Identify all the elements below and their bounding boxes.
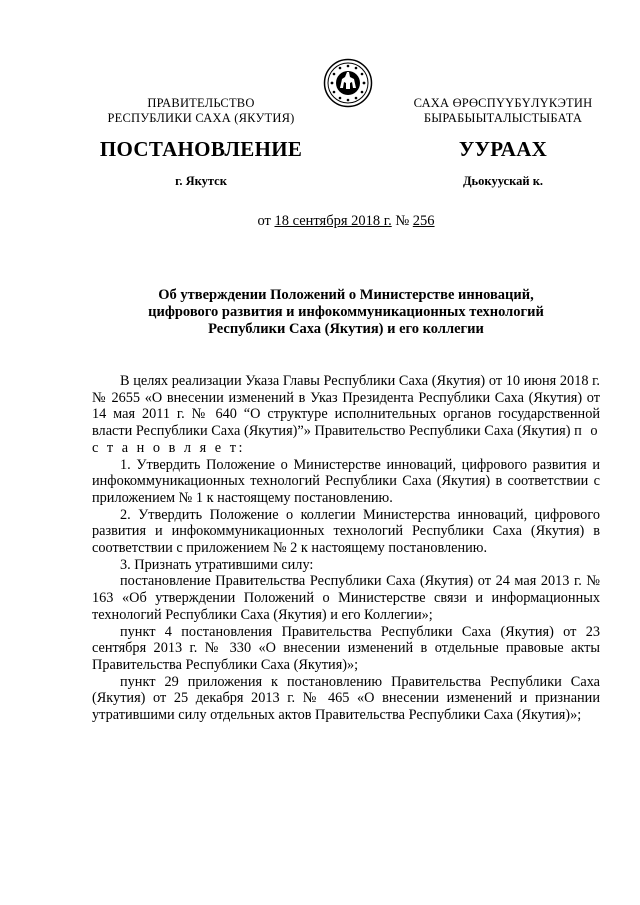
- number-sign: №: [395, 213, 410, 229]
- repeal-item-2: пункт 4 постановления Правительства Республики Саха (Якутия) от 23 сентября 2013 г. № 330 «О внесении изменений в отдельные правовые акты Правительства Республики Саха (Якутия)»;: [92, 623, 600, 673]
- government-name-sakha-line2: БЫРАБЫЫТАЛЫСТЫБАТА: [423, 111, 583, 125]
- government-name-line2: РЕСПУБЛИКИ САХА (ЯКУТИЯ): [107, 111, 295, 125]
- decree-body: [92, 373, 600, 724]
- item-1: 1. Утвердить Положение о Министерстве инноваций, цифрового развития и инфокоммуникационных технологий Республики Саха (Якутия) в соответствии с приложением № 1 к настоящему постановлению.: [92, 456, 600, 506]
- item-2: 2. Утвердить Положение о коллегии Министерства инноваций, цифрового развития и инфокоммуникационных технологий Республики Саха (Якутия) в соответствии с приложением № 2 к настоящему постановлению.: [92, 506, 600, 557]
- title-line1: Об утверждении Положений о Министерстве инноваций,: [158, 287, 534, 303]
- decree-word: п о с т а н о в л я е т:: [92, 423, 601, 456]
- doc-type-sakha: УУРААХ: [458, 137, 548, 161]
- government-name-line1: ПРАВИТЕЛЬСТВО: [147, 96, 255, 110]
- repeal-item-3: пункт 29 приложения к постановлению Правительства Республики Саха (Якутия) от 25 декабря 2013 г. № 465 «О внесении изменений и признании утратившими силу отдельных актов Правительства Республики Саха (Якутия)»;: [92, 673, 600, 724]
- doc-type-russian: ПОСТАНОВЛЕНИЕ: [99, 137, 303, 161]
- decree-date: 18 сентября 2018 г.: [274, 213, 392, 229]
- title-line2: цифрового развития и инфокоммуникационных технологий: [148, 304, 544, 320]
- decree-title: [92, 287, 600, 338]
- preamble-text: В целях реализации Указа Главы Республики Саха (Якутия) от 10 июня 2018 г. № 2655 «О внесении изменений в Указ Президента Республики Саха (Якутия) от 14 мая 2011 г. № 640 “О структуре исполнительных органов государственной власти Республики Саха (Якутия)”» Правительство Республики Саха (Якутия): [92, 373, 600, 440]
- date-prefix: от: [257, 213, 271, 229]
- government-name-russian: [90, 96, 312, 126]
- government-name-sakha-line1: САХА ӨРӨСПҮҮБҮЛҮКЭТИН: [413, 96, 593, 110]
- repeal-item-1: постановление Правительства Республики Саха (Якутия) от 24 мая 2013 г. № 163 «Об утверждении Положений о Министерстве связи и информационных технологий Республики Саха (Якутия) и его Коллегии»;: [92, 573, 600, 623]
- date-line: [92, 213, 600, 230]
- city-russian: г. Якутск: [175, 174, 227, 188]
- item-3: 3. Признать утратившими силу:: [120, 556, 314, 573]
- coat-of-arms-icon: [323, 58, 373, 108]
- decree-number: 256: [412, 213, 435, 229]
- preamble-paragraph: [92, 373, 600, 457]
- title-line3: Республики Саха (Якутия) и его коллегии: [208, 321, 484, 337]
- city-sakha: Дьокуускай к.: [462, 174, 544, 188]
- government-name-sakha: [392, 96, 614, 126]
